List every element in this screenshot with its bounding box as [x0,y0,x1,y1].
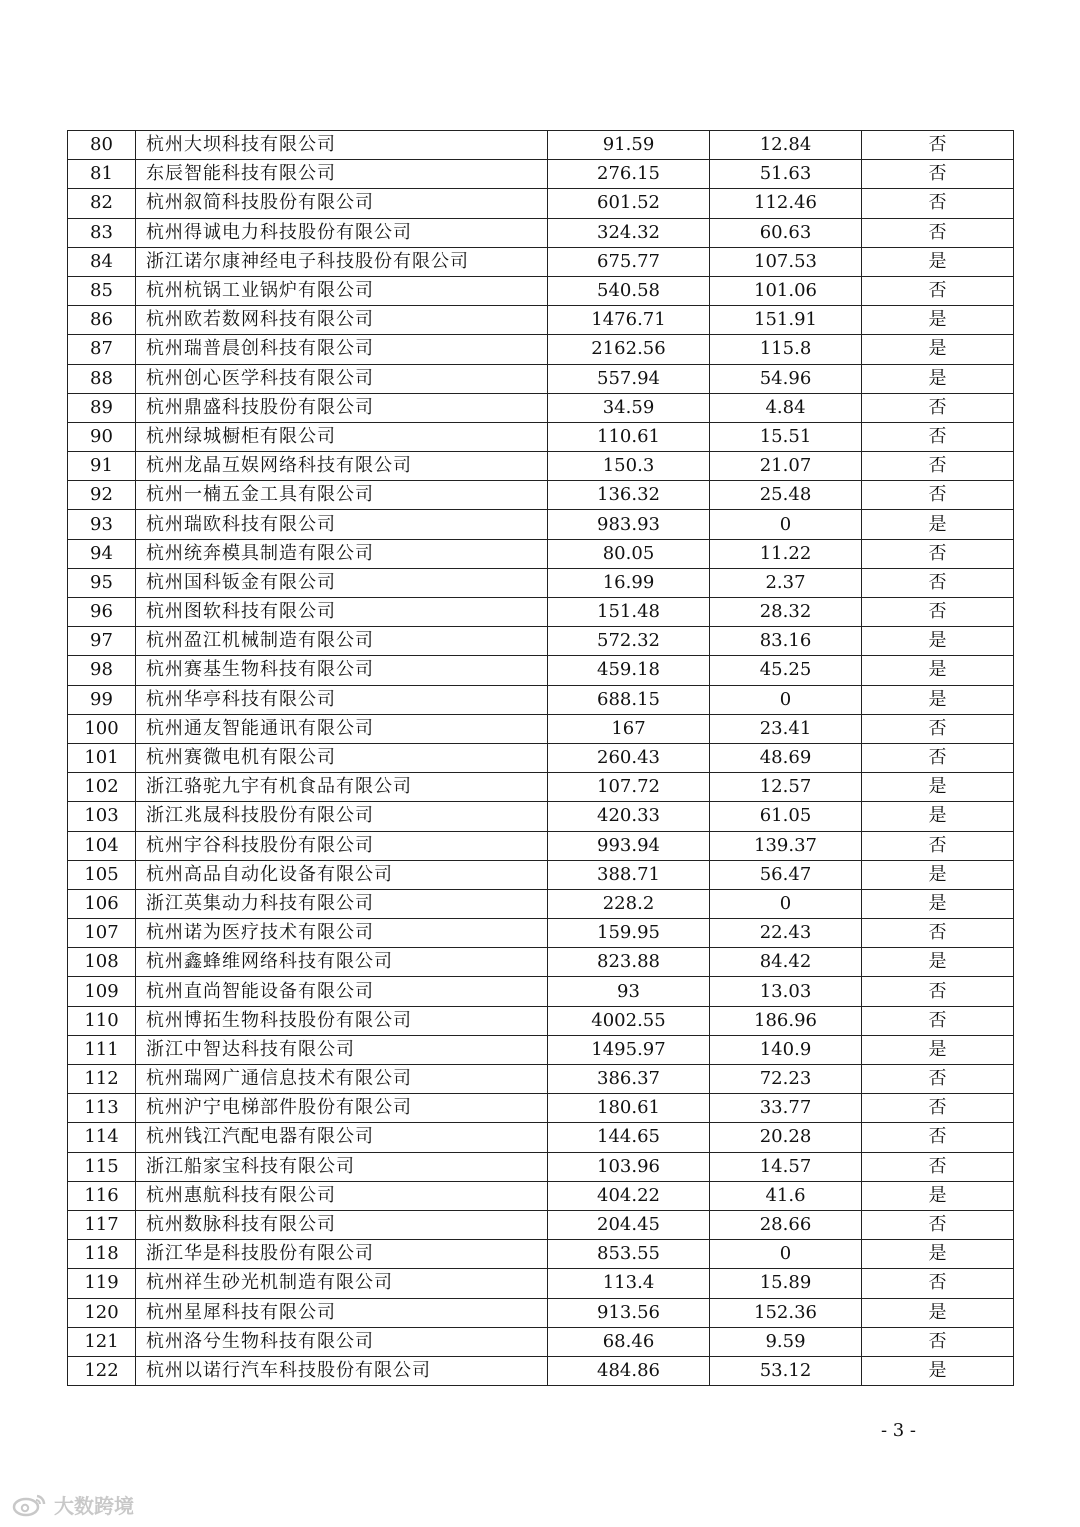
company-name-cell: 杭州绿城橱柜有限公司 [136,422,548,451]
table-row [68,977,1014,1006]
company-name-cell: 浙江中智达科技有限公司 [136,1035,548,1064]
value-a-cell: 110.61 [548,422,710,451]
value-b-cell: 9.59 [710,1327,862,1356]
value-b-cell: 15.51 [710,422,862,451]
value-a-cell: 228.2 [548,889,710,918]
company-name-cell: 杭州一楠五金工具有限公司 [136,481,548,510]
flag-cell: 否 [862,743,1014,772]
row-number-cell: 91 [68,452,136,481]
row-number-cell: 101 [68,743,136,772]
value-b-cell: 151.91 [710,306,862,335]
row-number-cell: 108 [68,948,136,977]
table-row [68,131,1014,160]
flag-cell: 否 [862,1094,1014,1123]
row-number-cell: 80 [68,131,136,160]
value-b-cell: 51.63 [710,160,862,189]
flag-cell: 是 [862,860,1014,889]
row-number-cell: 121 [68,1327,136,1356]
company-name-cell: 杭州博拓生物科技股份有限公司 [136,1006,548,1035]
table-row [68,1152,1014,1181]
company-name-cell: 杭州叙简科技股份有限公司 [136,189,548,218]
row-number-cell: 97 [68,627,136,656]
value-b-cell: 12.57 [710,773,862,802]
value-a-cell: 388.71 [548,860,710,889]
row-number-cell: 90 [68,422,136,451]
company-name-cell: 杭州沪宁电梯部件股份有限公司 [136,1094,548,1123]
flag-cell: 是 [862,247,1014,276]
row-number-cell: 85 [68,276,136,305]
value-b-cell: 83.16 [710,627,862,656]
row-number-cell: 88 [68,364,136,393]
value-b-cell: 28.66 [710,1210,862,1239]
table-row [68,685,1014,714]
company-name-cell: 杭州龙晶互娱网络科技有限公司 [136,452,548,481]
value-a-cell: 1476.71 [548,306,710,335]
company-name-cell: 杭州星犀科技有限公司 [136,1298,548,1327]
row-number-cell: 112 [68,1065,136,1094]
value-a-cell: 557.94 [548,364,710,393]
flag-cell: 否 [862,919,1014,948]
value-a-cell: 167 [548,714,710,743]
flag-cell: 否 [862,977,1014,1006]
value-b-cell: 140.9 [710,1035,862,1064]
value-a-cell: 540.58 [548,276,710,305]
company-name-cell: 杭州钱江汽配电器有限公司 [136,1123,548,1152]
value-a-cell: 853.55 [548,1240,710,1269]
value-a-cell: 159.95 [548,919,710,948]
table-row [68,568,1014,597]
company-name-cell: 杭州通友智能通讯有限公司 [136,714,548,743]
company-name-cell: 杭州创心医学科技有限公司 [136,364,548,393]
flag-cell: 是 [862,627,1014,656]
row-number-cell: 84 [68,247,136,276]
table-row [68,1356,1014,1385]
table-row [68,1210,1014,1239]
row-number-cell: 95 [68,568,136,597]
value-a-cell: 688.15 [548,685,710,714]
value-b-cell: 152.36 [710,1298,862,1327]
value-b-cell: 12.84 [710,131,862,160]
company-name-cell: 杭州诺为医疗技术有限公司 [136,919,548,948]
company-name-cell: 杭州瑞普晨创科技有限公司 [136,335,548,364]
flag-cell: 否 [862,1269,1014,1298]
flag-cell: 否 [862,481,1014,510]
flag-cell: 是 [862,802,1014,831]
flag-cell: 是 [862,1240,1014,1269]
company-name-cell: 杭州以诺行汽车科技股份有限公司 [136,1356,548,1385]
row-number-cell: 82 [68,189,136,218]
value-b-cell: 28.32 [710,598,862,627]
value-a-cell: 180.61 [548,1094,710,1123]
row-number-cell: 93 [68,510,136,539]
flag-cell: 否 [862,422,1014,451]
table-row [68,831,1014,860]
row-number-cell: 120 [68,1298,136,1327]
table-row [68,452,1014,481]
table-row [68,860,1014,889]
row-number-cell: 100 [68,714,136,743]
value-a-cell: 16.99 [548,568,710,597]
value-b-cell: 0 [710,510,862,539]
company-name-cell: 浙江船家宝科技有限公司 [136,1152,548,1181]
table-row [68,1094,1014,1123]
company-name-cell: 杭州洛兮生物科技有限公司 [136,1327,548,1356]
company-name-cell: 杭州得诚电力科技股份有限公司 [136,218,548,247]
flag-cell: 否 [862,160,1014,189]
value-b-cell: 33.77 [710,1094,862,1123]
value-b-cell: 107.53 [710,247,862,276]
company-name-cell: 杭州欧若数网科技有限公司 [136,306,548,335]
value-a-cell: 204.45 [548,1210,710,1239]
table-row [68,276,1014,305]
company-name-cell: 浙江英集动力科技有限公司 [136,889,548,918]
row-number-cell: 87 [68,335,136,364]
table-row [68,1181,1014,1210]
flag-cell: 否 [862,539,1014,568]
row-number-cell: 98 [68,656,136,685]
flag-cell: 否 [862,831,1014,860]
value-a-cell: 983.93 [548,510,710,539]
flag-cell: 否 [862,393,1014,422]
value-b-cell: 54.96 [710,364,862,393]
flag-cell: 否 [862,1210,1014,1239]
company-name-cell: 浙江骆驼九宇有机食品有限公司 [136,773,548,802]
company-name-cell: 浙江华是科技股份有限公司 [136,1240,548,1269]
row-number-cell: 104 [68,831,136,860]
row-number-cell: 92 [68,481,136,510]
row-number-cell: 94 [68,539,136,568]
flag-cell: 否 [862,218,1014,247]
value-b-cell: 21.07 [710,452,862,481]
company-name-cell: 杭州瑞网广通信息技术有限公司 [136,1065,548,1094]
value-b-cell: 60.63 [710,218,862,247]
flag-cell: 否 [862,1152,1014,1181]
value-a-cell: 601.52 [548,189,710,218]
value-a-cell: 404.22 [548,1181,710,1210]
table-row [68,481,1014,510]
row-number-cell: 81 [68,160,136,189]
flag-cell: 否 [862,1006,1014,1035]
row-number-cell: 106 [68,889,136,918]
row-number-cell: 111 [68,1035,136,1064]
table-row [68,364,1014,393]
flag-cell: 是 [862,889,1014,918]
row-number-cell: 122 [68,1356,136,1385]
table-row [68,773,1014,802]
flag-cell: 否 [862,276,1014,305]
flag-cell: 是 [862,510,1014,539]
value-b-cell: 112.46 [710,189,862,218]
row-number-cell: 110 [68,1006,136,1035]
value-b-cell: 45.25 [710,656,862,685]
value-a-cell: 324.32 [548,218,710,247]
flag-cell: 是 [862,306,1014,335]
company-name-cell: 杭州统奔模具制造有限公司 [136,539,548,568]
flag-cell: 否 [862,452,1014,481]
table-row [68,1240,1014,1269]
row-number-cell: 107 [68,919,136,948]
table-row [68,306,1014,335]
company-name-cell: 杭州赛基生物科技有限公司 [136,656,548,685]
row-number-cell: 102 [68,773,136,802]
company-name-cell: 杭州图软科技有限公司 [136,598,548,627]
value-b-cell: 0 [710,889,862,918]
company-name-cell: 杭州数脉科技有限公司 [136,1210,548,1239]
value-b-cell: 4.84 [710,393,862,422]
company-name-cell: 杭州祥生砂光机制造有限公司 [136,1269,548,1298]
value-b-cell: 72.23 [710,1065,862,1094]
value-a-cell: 91.59 [548,131,710,160]
flag-cell: 是 [862,1035,1014,1064]
value-a-cell: 113.4 [548,1269,710,1298]
table-row [68,189,1014,218]
flag-cell: 否 [862,568,1014,597]
row-number-cell: 115 [68,1152,136,1181]
flag-cell: 否 [862,189,1014,218]
value-b-cell: 15.89 [710,1269,862,1298]
row-number-cell: 116 [68,1181,136,1210]
value-a-cell: 93 [548,977,710,1006]
flag-cell: 否 [862,714,1014,743]
value-a-cell: 2162.56 [548,335,710,364]
value-a-cell: 68.46 [548,1327,710,1356]
table-row [68,247,1014,276]
table-row [68,627,1014,656]
value-a-cell: 103.96 [548,1152,710,1181]
flag-cell: 是 [862,1356,1014,1385]
value-b-cell: 56.47 [710,860,862,889]
value-a-cell: 420.33 [548,802,710,831]
table-body [68,131,1014,1386]
value-b-cell: 84.42 [710,948,862,977]
table-row [68,422,1014,451]
row-number-cell: 117 [68,1210,136,1239]
company-name-cell: 杭州华亭科技有限公司 [136,685,548,714]
row-number-cell: 83 [68,218,136,247]
value-a-cell: 136.32 [548,481,710,510]
row-number-cell: 105 [68,860,136,889]
value-a-cell: 572.32 [548,627,710,656]
flag-cell: 是 [862,364,1014,393]
table-row [68,889,1014,918]
value-a-cell: 459.18 [548,656,710,685]
watermark [12,1490,134,1519]
value-a-cell: 913.56 [548,1298,710,1327]
table-row [68,802,1014,831]
value-a-cell: 260.43 [548,743,710,772]
flag-cell: 否 [862,1065,1014,1094]
value-b-cell: 14.57 [710,1152,862,1181]
row-number-cell: 118 [68,1240,136,1269]
value-b-cell: 13.03 [710,977,862,1006]
value-b-cell: 139.37 [710,831,862,860]
table-row [68,919,1014,948]
value-a-cell: 993.94 [548,831,710,860]
flag-cell: 否 [862,1327,1014,1356]
company-name-cell: 杭州赛微电机有限公司 [136,743,548,772]
value-a-cell: 4002.55 [548,1006,710,1035]
value-b-cell: 0 [710,685,862,714]
page-number: - 3 - [880,1420,916,1441]
company-name-cell: 杭州大坝科技有限公司 [136,131,548,160]
company-name-cell: 杭州惠航科技有限公司 [136,1181,548,1210]
value-a-cell: 823.88 [548,948,710,977]
company-name-cell: 杭州鑫蜂维网络科技有限公司 [136,948,548,977]
flag-cell: 是 [862,1298,1014,1327]
table-row [68,1123,1014,1152]
table-row [68,393,1014,422]
value-b-cell: 48.69 [710,743,862,772]
table-row [68,335,1014,364]
row-number-cell: 96 [68,598,136,627]
company-table-container [67,130,1013,1386]
company-name-cell: 杭州杭锅工业锅炉有限公司 [136,276,548,305]
value-b-cell: 41.6 [710,1181,862,1210]
table-row [68,948,1014,977]
table-row [68,1327,1014,1356]
value-a-cell: 386.37 [548,1065,710,1094]
table-row [68,218,1014,247]
value-a-cell: 34.59 [548,393,710,422]
flag-cell: 是 [862,335,1014,364]
value-b-cell: 11.22 [710,539,862,568]
company-name-cell: 杭州直尚智能设备有限公司 [136,977,548,1006]
value-a-cell: 484.86 [548,1356,710,1385]
company-name-cell: 浙江兆晟科技股份有限公司 [136,802,548,831]
row-number-cell: 89 [68,393,136,422]
table-row [68,1269,1014,1298]
table-row [68,743,1014,772]
row-number-cell: 119 [68,1269,136,1298]
company-name-cell: 杭州高品自动化设备有限公司 [136,860,548,889]
company-name-cell: 杭州鼎盛科技股份有限公司 [136,393,548,422]
flag-cell: 是 [862,685,1014,714]
row-number-cell: 114 [68,1123,136,1152]
value-a-cell: 144.65 [548,1123,710,1152]
flag-cell: 是 [862,656,1014,685]
row-number-cell: 103 [68,802,136,831]
table-row [68,1298,1014,1327]
value-a-cell: 1495.97 [548,1035,710,1064]
table-row [68,1065,1014,1094]
watermark-text: 大数跨境 [54,1494,134,1518]
table-row [68,539,1014,568]
row-number-cell: 99 [68,685,136,714]
value-b-cell: 61.05 [710,802,862,831]
company-name-cell: 东辰智能科技有限公司 [136,160,548,189]
table-row [68,1006,1014,1035]
value-a-cell: 80.05 [548,539,710,568]
table-row [68,1035,1014,1064]
table-row [68,160,1014,189]
company-name-cell: 杭州瑞欧科技有限公司 [136,510,548,539]
value-a-cell: 107.72 [548,773,710,802]
value-b-cell: 115.8 [710,335,862,364]
table-row [68,714,1014,743]
row-number-cell: 109 [68,977,136,1006]
value-b-cell: 22.43 [710,919,862,948]
row-number-cell: 113 [68,1094,136,1123]
company-name-cell: 杭州盈江机械制造有限公司 [136,627,548,656]
value-b-cell: 101.06 [710,276,862,305]
flag-cell: 是 [862,1181,1014,1210]
flag-cell: 是 [862,948,1014,977]
value-a-cell: 151.48 [548,598,710,627]
value-b-cell: 0 [710,1240,862,1269]
company-name-cell: 杭州宇谷科技股份有限公司 [136,831,548,860]
company-table [67,130,1014,1386]
value-b-cell: 25.48 [710,481,862,510]
value-b-cell: 186.96 [710,1006,862,1035]
value-b-cell: 2.37 [710,568,862,597]
table-row [68,510,1014,539]
weibo-logo-icon [12,1493,48,1517]
flag-cell: 否 [862,1123,1014,1152]
value-b-cell: 20.28 [710,1123,862,1152]
row-number-cell: 86 [68,306,136,335]
flag-cell: 否 [862,131,1014,160]
company-name-cell: 杭州国科钣金有限公司 [136,568,548,597]
value-a-cell: 276.15 [548,160,710,189]
table-row [68,598,1014,627]
table-row [68,656,1014,685]
value-a-cell: 150.3 [548,452,710,481]
flag-cell: 否 [862,598,1014,627]
company-name-cell: 浙江诺尔康神经电子科技股份有限公司 [136,247,548,276]
flag-cell: 是 [862,773,1014,802]
value-b-cell: 23.41 [710,714,862,743]
value-a-cell: 675.77 [548,247,710,276]
value-b-cell: 53.12 [710,1356,862,1385]
